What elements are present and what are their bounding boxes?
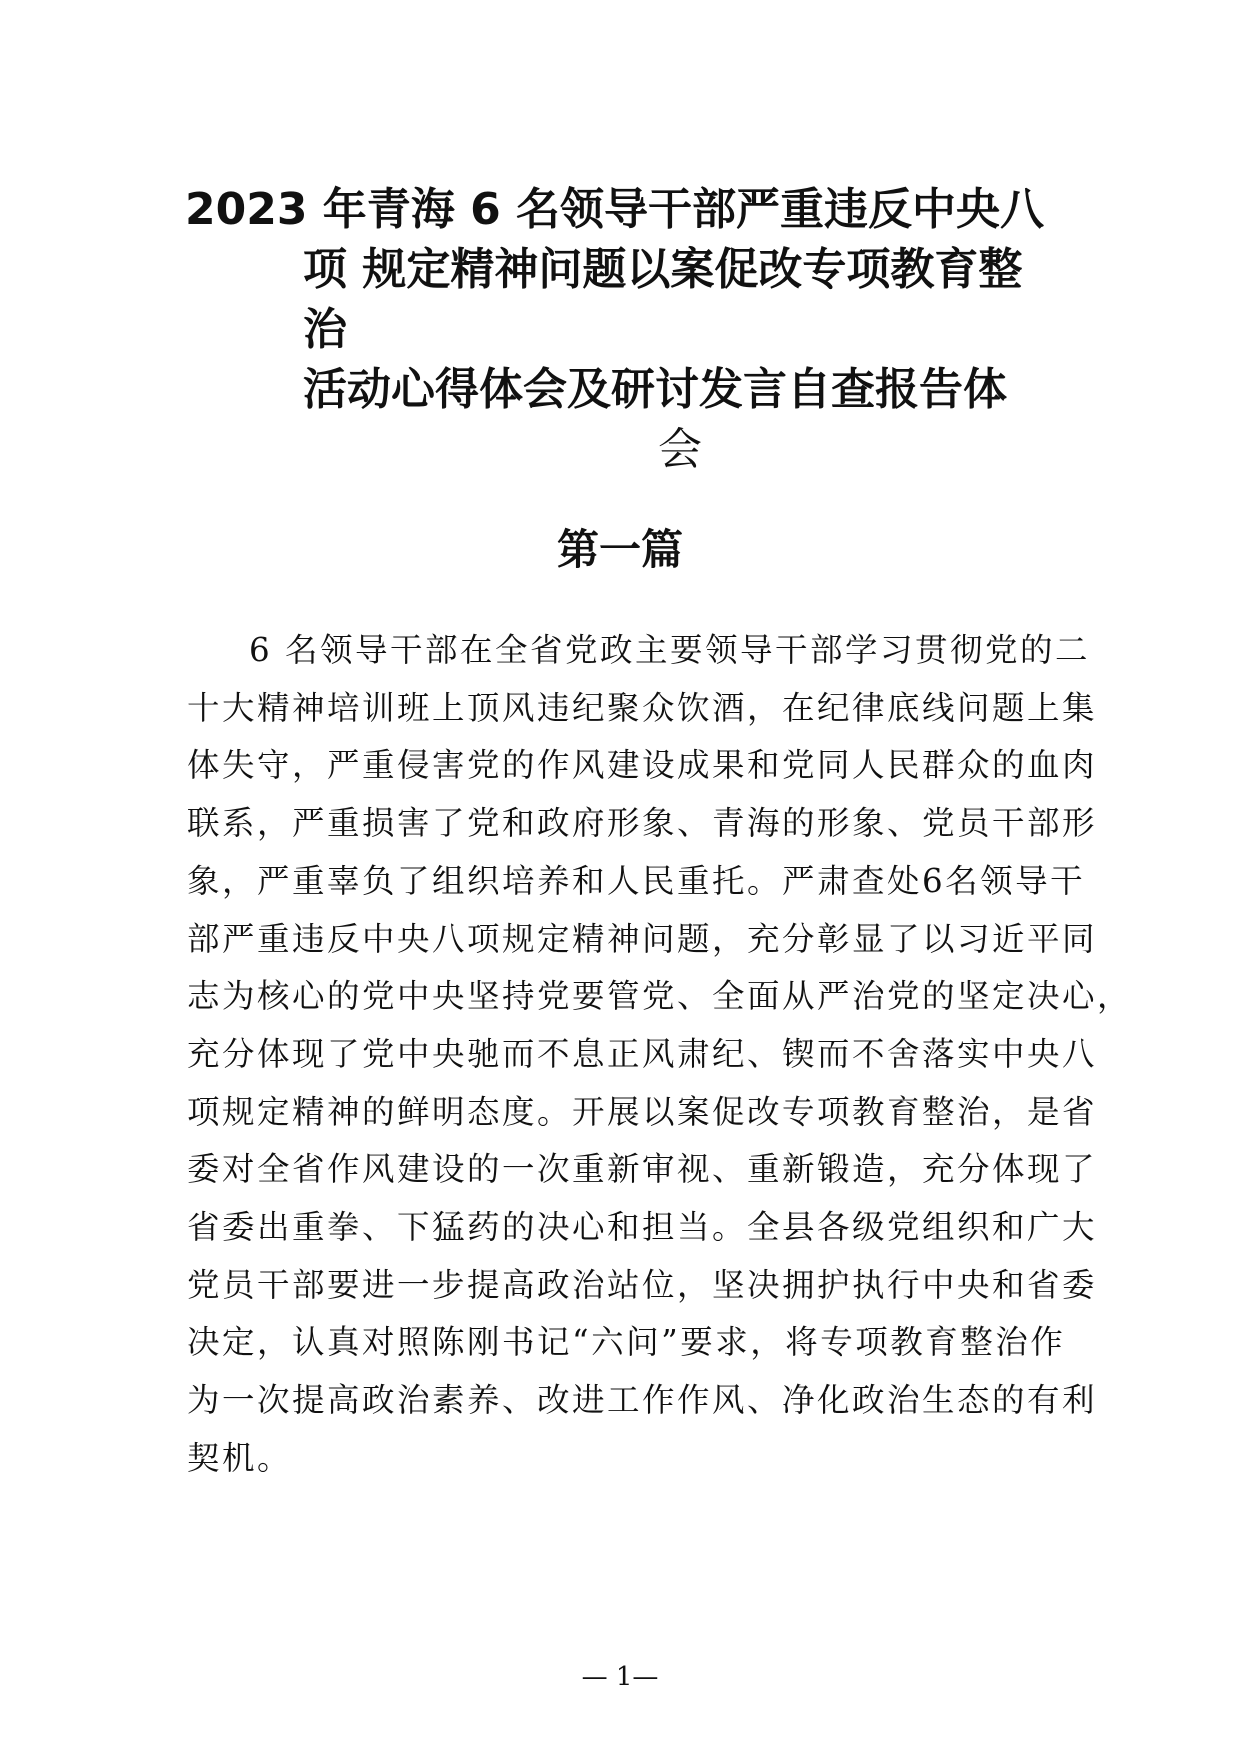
title-line: 项 规定精神问题以案促改专项教育整 xyxy=(303,244,1023,295)
body-line: 体失守，严重侵害党的作风建设成果和党同人民群众的血肉 xyxy=(187,746,1098,785)
body-line: 党员干部要进一步提高政治站位，坚决拥护执行中央和省委 xyxy=(187,1265,1098,1304)
document-title xyxy=(185,180,1085,480)
body-line: 省委出重拳、下猛药的决心和担当。全县各级党组织和广大 xyxy=(187,1208,1098,1247)
section-heading: 第一篇 xyxy=(556,525,683,574)
body-line: 充分体现了党中央驰而不息正风肃纪、锲而不舍落实中央八 xyxy=(187,1034,1098,1073)
body-paragraph xyxy=(187,622,1133,1488)
body-line: 决定，认真对照陈刚书记“六问”要求，将专项教育整治作 xyxy=(187,1323,1066,1362)
body-line: 志为核心的党中央坚持党要管党、全面从严治党的坚定决心， xyxy=(187,977,1133,1016)
body-line: 联系，严重损害了党和政府形象、青海的形象、党员干部形 xyxy=(187,804,1098,843)
body-line: 象，严重辜负了组织培养和人民重托。严肃查处6名领导干 xyxy=(187,861,1086,900)
body-line: 十大精神培训班上顶风违纪聚众饮酒，在纪律底线问题上集 xyxy=(187,688,1098,727)
body-line: 项规定精神的鲜明态度。开展以案促改专项教育整治，是省 xyxy=(187,1092,1098,1131)
title-line: 会 xyxy=(658,424,702,475)
body-line: 契机。 xyxy=(187,1438,293,1477)
body-line: 6 名领导干部在全省党政主要领导干部学习贯彻党的二 xyxy=(249,631,1091,669)
body-line: 委对全省作风建设的一次重新审视、重新锻造，充分体现了 xyxy=(187,1150,1098,1189)
page-number: — 1— xyxy=(581,1662,659,1692)
title-line: 2023 年青海 6 名领导干部严重违反中央八 xyxy=(185,184,1045,235)
title-line: 活动心得体会及研讨发言自查报告体 xyxy=(303,364,1007,415)
body-line: 为一次提高政治素养、改进工作作风、净化政治生态的有利 xyxy=(187,1381,1098,1420)
body-line: 部严重违反中央八项规定精神问题，充分彰显了以习近平同 xyxy=(187,919,1098,958)
title-line: 治 xyxy=(303,304,347,355)
